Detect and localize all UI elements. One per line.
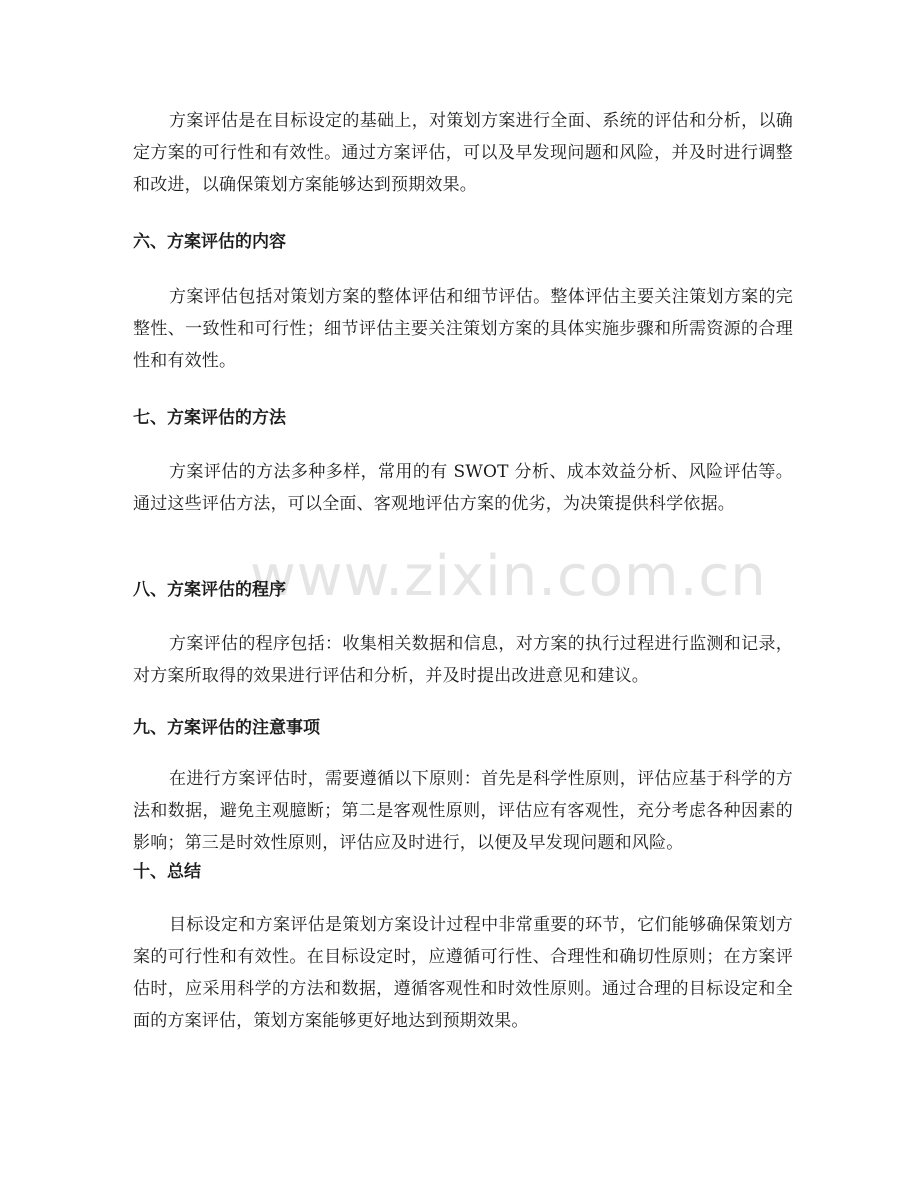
section-heading-6: 六、方案评估的内容 — [133, 232, 286, 252]
section-heading-10: 十、总结 — [133, 862, 201, 882]
section-heading-7: 七、方案评估的方法 — [133, 408, 286, 428]
section-body-7: 方案评估的方法多种多样，常用的有 SWOT 分析、成本效益分析、风险评估等。通过这些评估方法，可以全面、客观地评估方案的优劣，为决策提供科学依据。 — [133, 462, 793, 514]
section-body-8: 方案评估的程序包括：收集相关数据和信息，对方案的执行过程进行监测和记录，对方案所取得的效果进行评估和分析，并及时提出改进意见和建议。 — [133, 634, 793, 686]
section-body-10: 目标设定和方案评估是策划方案设计过程中非常重要的环节，它们能够确保策划方案的可行性和有效性。在目标设定时，应遵循可行性、合理性和确切性原则；在方案评估时，应采用科学的方法和数据，遵循客观性和时效性原则。通过合理的目标设定和全面的方案评估，策划方案能够更好地达到预期效果。 — [133, 915, 793, 1031]
section-heading-9: 九、方案评估的注意事项 — [133, 718, 320, 738]
section-heading-8: 八、方案评估的程序 — [133, 580, 286, 600]
section-body-9: 在进行方案评估时，需要遵循以下原则：首先是科学性原则，评估应基于科学的方法和数据，避免主观臆断；第二是客观性原则，评估应有客观性，充分考虑各种因素的影响；第三是时效性原则，评估应及时进行，以便及早发现问题和风险。 — [133, 769, 793, 853]
intro-paragraph: 方案评估是在目标设定的基础上，对策划方案进行全面、系统的评估和分析，以确定方案的可行性和有效性。通过方案评估，可以及早发现问题和风险，并及时进行调整和改进，以确保策划方案能够达到预期效果。 — [133, 111, 793, 195]
section-body-6: 方案评估包括对策划方案的整体评估和细节评估。整体评估主要关注策划方案的完整性、一致性和可行性；细节评估主要关注策划方案的具体实施步骤和所需资源的合理性和有效性。 — [133, 287, 793, 371]
watermark: www.zixin.com.cn — [250, 544, 767, 609]
